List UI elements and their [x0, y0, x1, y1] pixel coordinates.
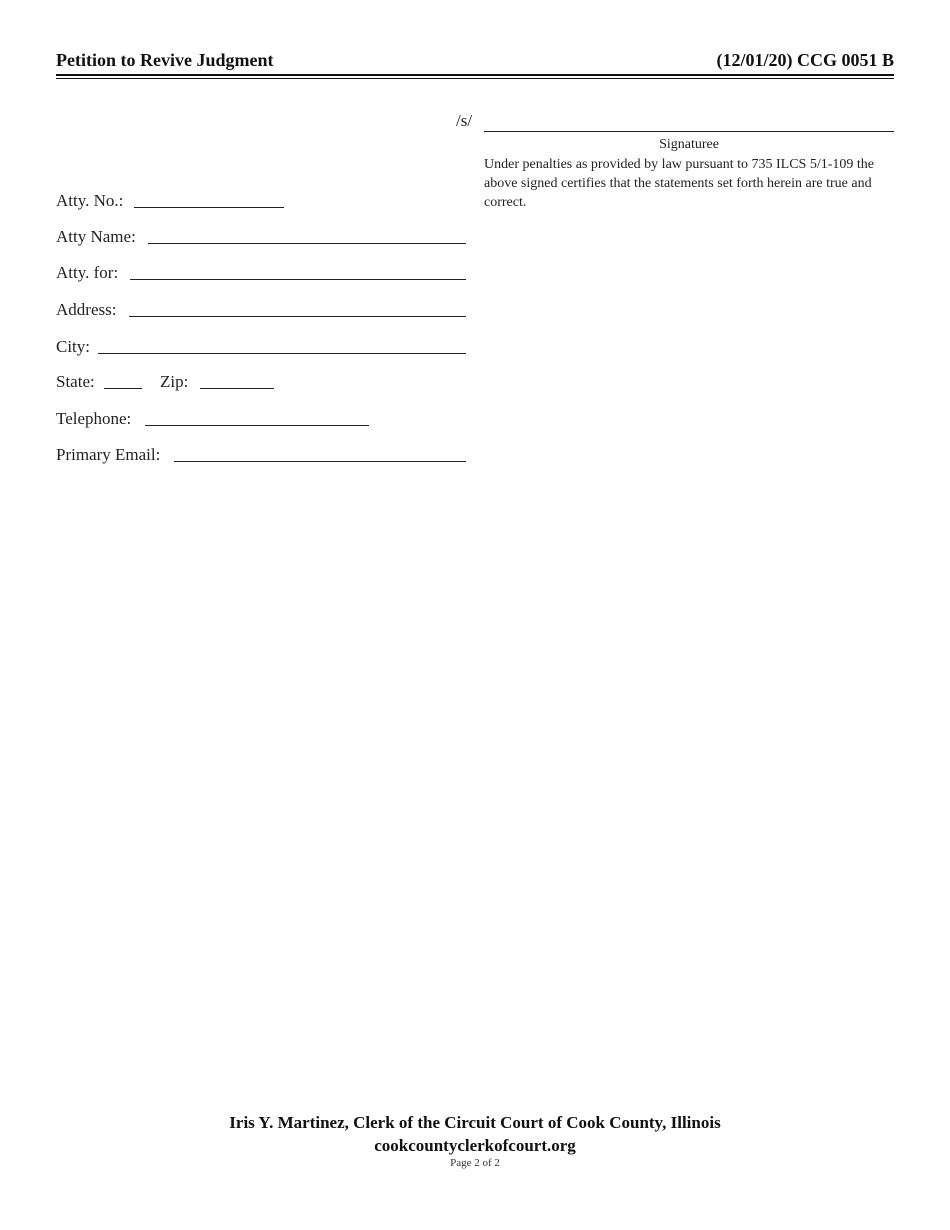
atty-for-label: Atty. for:	[56, 263, 119, 282]
address-label: Address:	[56, 300, 117, 319]
telephone-field[interactable]	[145, 425, 369, 426]
telephone-label: Telephone:	[56, 409, 132, 428]
state-field[interactable]	[104, 388, 142, 389]
email-field[interactable]	[174, 461, 466, 462]
zip-label: Zip:	[160, 372, 189, 391]
atty-no-label: Atty. No.:	[56, 191, 124, 210]
city-field[interactable]	[98, 353, 466, 354]
city-row	[56, 337, 90, 357]
certification-text: Under penalties as provided by law pursuant to 735 ILCS 5/1-109 the above signed certifies that the statements set forth herein are true and correct.	[484, 157, 874, 210]
form-title: Petition to Revive Judgment	[56, 50, 274, 70]
footer-clerk: Iris Y. Martinez, Clerk of the Circuit Court of Cook County, Illinois	[229, 1113, 721, 1132]
state-zip-row	[56, 372, 189, 392]
footer-website: cookcountyclerkofcourt.org	[374, 1136, 576, 1155]
telephone-row	[56, 409, 131, 429]
page-number: Page 2 of 2	[450, 1157, 500, 1169]
zip-field[interactable]	[200, 388, 274, 389]
signature-caption: Signaturee	[659, 137, 719, 152]
address-row	[56, 300, 116, 320]
signature-field[interactable]	[484, 131, 894, 132]
header-divider-thin	[56, 78, 894, 79]
atty-no-row	[56, 191, 123, 211]
page-header	[56, 50, 894, 74]
address-field[interactable]	[129, 316, 466, 317]
city-label: City:	[56, 337, 91, 356]
atty-name-label: Atty Name:	[56, 227, 136, 246]
atty-for-row	[56, 263, 118, 283]
email-row	[56, 445, 160, 465]
email-label: Primary Email:	[56, 445, 161, 464]
state-label: State:	[56, 372, 95, 391]
header-divider	[56, 74, 894, 76]
atty-no-field[interactable]	[134, 207, 284, 208]
atty-for-field[interactable]	[130, 279, 466, 280]
atty-name-row	[56, 227, 136, 247]
signature-prefix: /s/	[456, 111, 473, 130]
atty-name-field[interactable]	[148, 243, 466, 244]
form-code: (12/01/20) CCG 0051 B	[716, 50, 894, 70]
